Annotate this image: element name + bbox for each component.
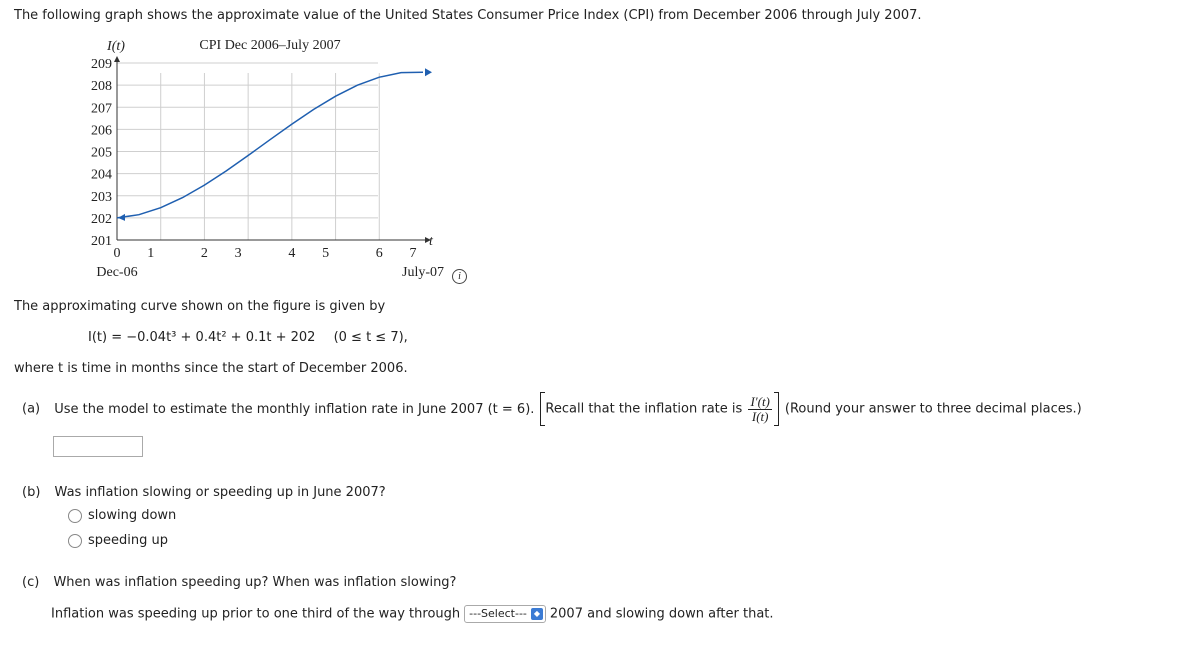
x-tick-label: 3 — [234, 246, 242, 261]
sentence-after: 2007 and slowing down after that. — [549, 606, 774, 622]
y-axis-label: I(t) — [107, 39, 125, 54]
sentence-before: Inflation was speeding up prior to one third of the way through — [51, 606, 461, 622]
part-b-prompt — [22, 485, 386, 500]
formula-lhs: I(t) — [88, 330, 108, 345]
part-a-answer-input[interactable] — [53, 436, 143, 457]
y-tick-label: 209 — [91, 57, 112, 72]
y-tick-label: 207 — [91, 101, 112, 117]
part-c-label: (c) — [22, 575, 40, 590]
part-c-sentence — [51, 605, 774, 623]
option-speeding-up[interactable] — [68, 533, 168, 548]
x-start-label: Dec-06 — [96, 265, 138, 280]
option-slowing-down-label: slowing down — [88, 508, 177, 523]
y-tick-label: 202 — [91, 211, 112, 227]
x-tick-label: 5 — [322, 246, 330, 261]
select-arrow-icon: ◆ — [531, 608, 543, 620]
month-select[interactable] — [464, 605, 546, 623]
y-tick-label: 203 — [91, 189, 112, 205]
part-a-text: Use the model to estimate the monthly inflation rate in June 2007 (t = 6). — [54, 401, 535, 417]
y-tick-label: 204 — [91, 167, 112, 183]
info-icon[interactable]: i — [452, 269, 467, 284]
formula-domain: (0 ≤ t ≤ 7), — [333, 330, 408, 345]
cpi-chart — [0, 30, 480, 290]
radio-speeding-up[interactable] — [68, 534, 82, 548]
chart-grid — [117, 63, 379, 240]
option-slowing-down[interactable] — [68, 508, 176, 523]
option-speeding-up-label: speeding up — [88, 533, 168, 548]
x-end-label: July-07 — [402, 265, 444, 280]
y-tick-label: 205 — [91, 145, 112, 161]
round-note: (Round your answer to three decimal places.) — [784, 401, 1082, 417]
y-tick-label: 201 — [91, 234, 112, 249]
x-axis-label: t — [429, 234, 433, 249]
fraction-numerator: I′(t) — [750, 393, 770, 409]
fraction-denominator: I(t) — [751, 408, 769, 424]
chart-tick-labels — [91, 57, 417, 261]
part-c-prompt — [22, 575, 456, 590]
radio-slowing-down[interactable] — [68, 509, 82, 523]
y-axis-arrow-icon — [114, 56, 120, 62]
y-tick-label: 208 — [91, 79, 112, 95]
part-b-text: Was inflation slowing or speeding up in June 2007? — [54, 485, 386, 500]
formula-rhs: = −0.04t³ + 0.4t² + 0.1t + 202 — [111, 330, 316, 345]
curve-end-arrow-icon — [425, 68, 432, 76]
x-tick-label: 1 — [147, 246, 155, 261]
chart-axes — [114, 56, 432, 243]
part-a-label: (a) — [22, 401, 41, 417]
recall-text: Recall that the inflation rate is — [545, 401, 743, 417]
model-formula — [88, 330, 408, 345]
x-tick-label: 2 — [200, 246, 208, 261]
x-tick-label: 6 — [375, 246, 383, 261]
intro-text: The following graph shows the approximate value of the United States Consumer Price Index (CPI) from December 2006 through July 2007. — [14, 8, 922, 23]
x-tick-label: 7 — [409, 246, 417, 261]
model-intro: The approximating curve shown on the figure is given by — [14, 299, 386, 314]
x-tick-label: 4 — [288, 246, 296, 261]
bracket-right — [774, 392, 779, 426]
chart-title: CPI Dec 2006–July 2007 — [199, 38, 341, 53]
y-tick-label: 206 — [91, 123, 112, 139]
inflation-rate-fraction — [748, 395, 771, 424]
part-a-prompt — [22, 392, 1082, 426]
month-select-value: ---Select--- — [469, 607, 527, 620]
part-c-text: When was inflation speeding up? When was inflation slowing? — [53, 575, 457, 590]
x-tick-label: 0 — [113, 246, 121, 261]
part-b-label: (b) — [22, 485, 41, 500]
where-text: where t is time in months since the start of December 2006. — [14, 361, 408, 376]
